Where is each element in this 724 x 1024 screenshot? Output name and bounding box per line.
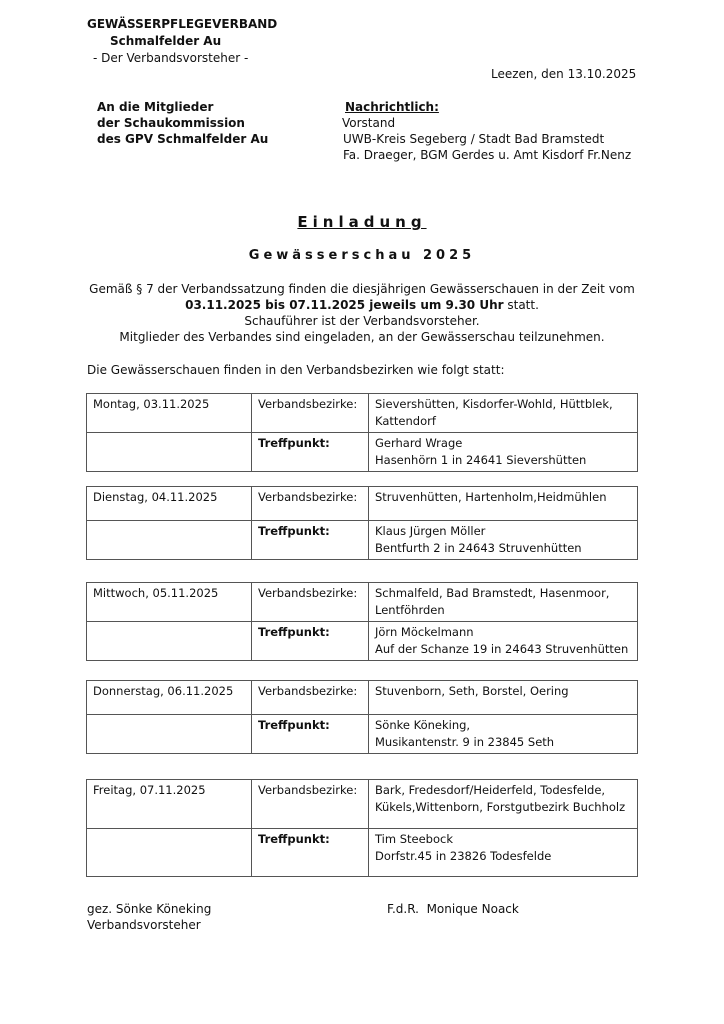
meeting-line: Auf der Schanze 19 in 24643 Struvenhütten: [375, 642, 629, 656]
day-date: Donnerstag, 06.11.2025: [87, 681, 252, 715]
table-row: [87, 487, 638, 521]
meeting-value: [369, 829, 638, 877]
schedule-table-friday: [86, 779, 638, 877]
signature-role: Verbandsvorsteher: [87, 918, 201, 932]
districts-label: Verbandsbezirke:: [252, 394, 369, 433]
schedule-table-monday: [86, 393, 638, 472]
districts-value: [369, 780, 638, 829]
meeting-line: Sönke Köneking,: [375, 718, 471, 732]
body-line-2: [0, 297, 724, 314]
meeting-label: Treffpunkt:: [252, 622, 369, 661]
districts-label: Verbandsbezirke:: [252, 583, 369, 622]
empty-cell: [87, 715, 252, 754]
districts-line: Bark, Fredesdorf/Heiderfeld, Todesfelde,: [375, 783, 606, 797]
empty-cell: [87, 433, 252, 472]
cc-line-2: UWB-Kreis Segeberg / Stadt Bad Bramstedt: [343, 132, 605, 146]
meeting-value: [369, 521, 638, 560]
table-row: [87, 521, 638, 560]
org-role: - Der Verbandsvorsteher -: [93, 51, 249, 65]
document-subtitle: Gewässerschau 2025: [248, 248, 476, 263]
day-date: Montag, 03.11.2025: [87, 394, 252, 433]
place-date: Leezen, den 13.10.2025: [491, 67, 637, 81]
meeting-line: Jörn Möckelmann: [375, 625, 474, 639]
meeting-value: [369, 715, 638, 754]
schedule-table-tuesday: [86, 486, 638, 560]
statt-text: statt.: [503, 298, 539, 312]
table-row: [87, 583, 638, 622]
table-row: [87, 433, 638, 472]
districts-value: [369, 681, 638, 715]
schedule-table-wednesday: [86, 582, 638, 661]
districts-line: Schmalfeld, Bad Bramstedt, Hasenmoor,: [375, 586, 610, 600]
document-title: Einladung: [297, 213, 427, 231]
table-row: [87, 394, 638, 433]
meeting-line: Hasenhörn 1 in 24641 Sievershütten: [375, 453, 587, 467]
districts-value: [369, 583, 638, 622]
recipient-line-3: des GPV Schmalfelder Au: [97, 132, 269, 146]
empty-cell: [87, 521, 252, 560]
districts-label: Verbandsbezirke:: [252, 780, 369, 829]
meeting-line: Dorfstr.45 in 23826 Todesfelde: [375, 849, 552, 863]
districts-line: Struvenhütten, Hartenholm,Heidmühlen: [375, 490, 607, 504]
meeting-line: Klaus Jürgen Möller: [375, 524, 486, 538]
meeting-value: [369, 433, 638, 472]
org-name: GEWÄSSERPFLEGEVERBAND: [87, 17, 278, 31]
table-row: [87, 715, 638, 754]
meeting-line: Musikantenstr. 9 in 23845 Seth: [375, 735, 555, 749]
districts-line: Lentföhrden: [375, 603, 445, 617]
meeting-line: Gerhard Wrage: [375, 436, 463, 450]
districts-line: Sievershütten, Kisdorfer-Wohld, Hüttblek,: [375, 397, 613, 411]
date-range: 03.11.2025 bis 07.11.2025 jeweils um 9.30 Uhr: [185, 298, 504, 312]
meeting-label: Treffpunkt:: [252, 433, 369, 472]
signature-name: gez. Sönke Köneking: [87, 902, 212, 916]
districts-value: [369, 394, 638, 433]
districts-line: Kattendorf: [375, 414, 436, 428]
meeting-value: [369, 622, 638, 661]
districts-line: Kükels,Wittenborn, Forstgutbezirk Buchholz: [375, 800, 626, 814]
cc-title: Nachrichtlich:: [345, 100, 439, 114]
districts-label: Verbandsbezirke:: [252, 487, 369, 521]
meeting-label: Treffpunkt:: [252, 829, 369, 877]
empty-cell: [87, 622, 252, 661]
meeting-line: Bentfurth 2 in 24643 Struvenhütten: [375, 541, 582, 555]
org-subname: Schmalfelder Au: [110, 34, 222, 48]
meeting-label: Treffpunkt:: [252, 715, 369, 754]
day-date: Mittwoch, 05.11.2025: [87, 583, 252, 622]
meeting-line: Tim Steebock: [375, 832, 454, 846]
districts-label: Verbandsbezirke:: [252, 681, 369, 715]
districts-line: Stuvenborn, Seth, Borstel, Oering: [375, 684, 569, 698]
cc-line-1: Vorstand: [342, 116, 396, 130]
meeting-label: Treffpunkt:: [252, 521, 369, 560]
recipient-line-2: der Schaukommission: [97, 116, 245, 130]
body-line-4: Mitglieder des Verbandes sind eingeladen, an der Gewässerschau teilzunehmen.: [119, 330, 605, 344]
recipient-line-1: An die Mitglieder: [97, 100, 214, 114]
body-intro: Die Gewässerschauen finden in den Verbandsbezirken wie folgt statt:: [87, 363, 505, 377]
table-row: [87, 622, 638, 661]
table-row: [87, 780, 638, 829]
body-line-3: Schauführer ist der Verbandsvorsteher.: [244, 314, 480, 328]
body-line-1: Gemäß § 7 der Verbandssatzung finden die diesjährigen Gewässerschauen in der Zeit vom: [89, 282, 635, 296]
districts-value: [369, 487, 638, 521]
cc-line-3: Fa. Draeger, BGM Gerdes u. Amt Kisdorf Fr.Nenz: [343, 148, 632, 162]
empty-cell: [87, 829, 252, 877]
schedule-table-thursday: [86, 680, 638, 754]
table-row: [87, 681, 638, 715]
table-row: [87, 829, 638, 877]
day-date: Freitag, 07.11.2025: [87, 780, 252, 829]
signature-fdr: F.d.R. Monique Noack: [387, 902, 519, 916]
day-date: Dienstag, 04.11.2025: [87, 487, 252, 521]
